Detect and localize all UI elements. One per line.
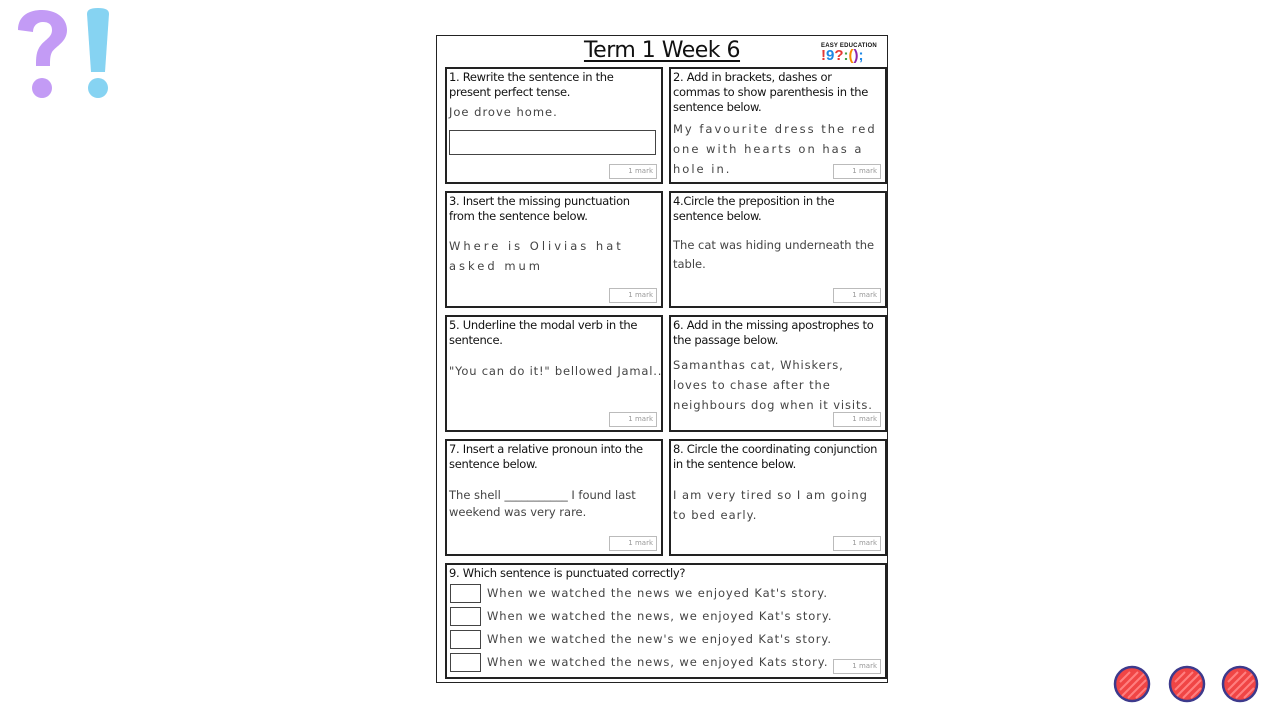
question-8-mark: 1 mark bbox=[833, 536, 881, 551]
question-6 bbox=[669, 315, 887, 432]
option-2-checkbox[interactable] bbox=[450, 607, 481, 626]
question-4-mark: 1 mark bbox=[833, 288, 881, 303]
question-2-mark: 1 mark bbox=[833, 164, 881, 179]
question-4-prompt: 4.Circle the preposition in the sentence below. bbox=[673, 194, 835, 223]
question-1-answer-box[interactable] bbox=[449, 130, 656, 155]
question-7 bbox=[445, 439, 663, 556]
option-1-text: When we watched the news we enjoyed Kat's story. bbox=[487, 586, 828, 600]
question-4 bbox=[669, 191, 887, 308]
next-slide-button[interactable] bbox=[1220, 664, 1260, 704]
question-1-mark: 1 mark bbox=[609, 164, 657, 179]
question-3-prompt: 3. Insert the missing punctuation from the sentence below. bbox=[449, 194, 630, 223]
question-2 bbox=[669, 67, 887, 184]
question-8 bbox=[669, 439, 887, 556]
question-6-sentence: Samanthas cat, Whiskers, loves to chase after the neighbours dog when it visits. bbox=[673, 358, 873, 412]
question-4-sentence: The cat was hiding underneath the table. bbox=[673, 238, 875, 271]
option-1-checkbox[interactable] bbox=[450, 584, 481, 603]
question-2-prompt: 2. Add in brackets, dashes or commas to show parenthesis in the sentence below. bbox=[673, 70, 869, 114]
previous-slide-button[interactable] bbox=[1112, 664, 1152, 704]
question-1-sentence: Joe drove home. bbox=[449, 105, 558, 119]
question-2-sentence: My favourite dress the red one with hearts on has a hole in. bbox=[673, 122, 877, 176]
question-9-prompt: 9. Which sentence is punctuated correctly? bbox=[449, 566, 686, 580]
option-2-text: When we watched the news, we enjoyed Kat's story. bbox=[487, 609, 833, 623]
question-9 bbox=[445, 563, 887, 679]
question-5 bbox=[445, 315, 663, 432]
question-3-mark: 1 mark bbox=[609, 288, 657, 303]
question-7-mark: 1 mark bbox=[609, 536, 657, 551]
question-7-sentence: The shell ___________ I found last weekend was very rare. bbox=[449, 488, 636, 519]
question-3 bbox=[445, 191, 663, 308]
easy-education-logo bbox=[821, 43, 879, 65]
worksheet-title: Term 1 Week 6 bbox=[583, 38, 741, 63]
brand-glyphs: !9?:(); bbox=[821, 47, 864, 64]
question-1-prompt: 1. Rewrite the sentence in the present perfect tense. bbox=[449, 70, 614, 99]
question-6-prompt: 6. Add in the missing apostrophes to the passage below. bbox=[673, 318, 874, 347]
question-8-sentence: I am very tired so I am going to bed early. bbox=[673, 488, 868, 522]
question-3-sentence: Where is Olivias hat asked mum bbox=[449, 239, 624, 273]
question-8-prompt: 8. Circle the coordinating conjunction in the sentence below. bbox=[673, 442, 878, 471]
option-4-checkbox[interactable] bbox=[450, 653, 481, 672]
question-7-prompt: 7. Insert a relative pronoun into the sentence below. bbox=[449, 442, 643, 471]
brand-text: EASY EDUCATION bbox=[821, 43, 877, 49]
option-3-checkbox[interactable] bbox=[450, 630, 481, 649]
worksheet bbox=[436, 35, 888, 683]
option-4-text: When we watched the news, we enjoyed Kats story. bbox=[487, 655, 829, 669]
option-3-text: When we watched the new's we enjoyed Kat's story. bbox=[487, 632, 832, 646]
question-6-mark: 1 mark bbox=[833, 412, 881, 427]
question-5-mark: 1 mark bbox=[609, 412, 657, 427]
question-1 bbox=[445, 67, 663, 184]
home-button[interactable] bbox=[1167, 664, 1207, 704]
question-5-sentence: "You can do it!" bellowed Jamal.. bbox=[449, 364, 663, 378]
question-exclaim-logo bbox=[12, 8, 116, 104]
question-5-prompt: 5. Underline the modal verb in the sentence. bbox=[449, 318, 638, 347]
question-9-mark: 1 mark bbox=[833, 659, 881, 674]
